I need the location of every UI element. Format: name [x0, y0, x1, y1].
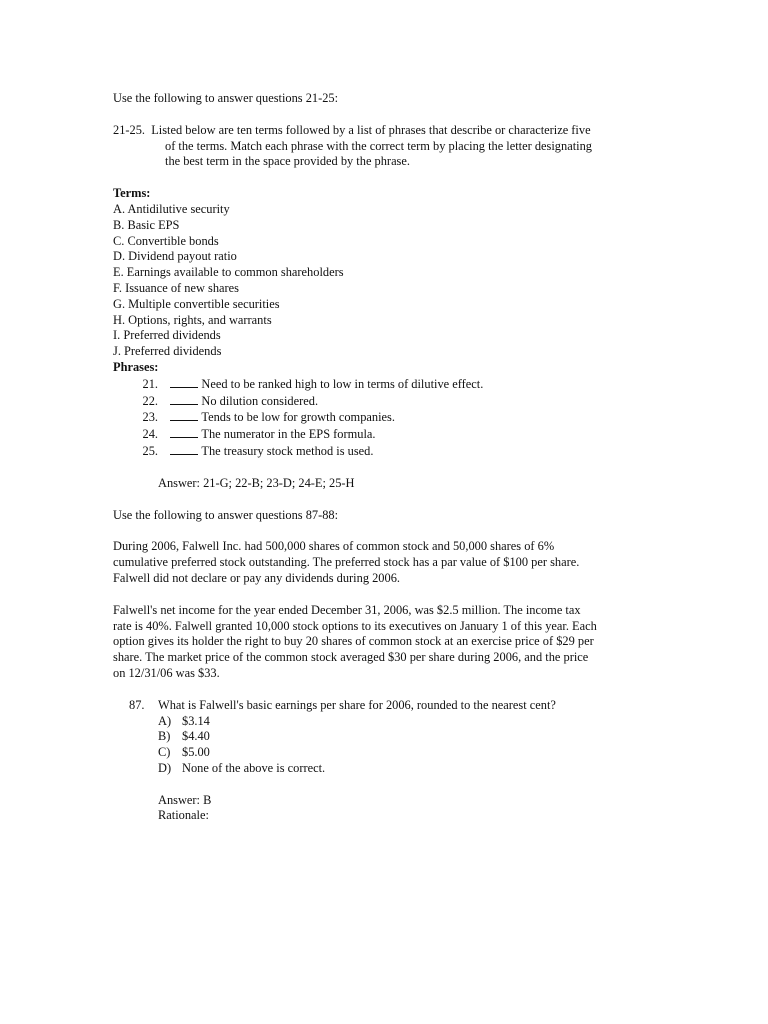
paragraph-line: rate is 40%. Falwell granted 10,000 stock options to its executives on January 1 of this year. Each	[113, 618, 597, 633]
term-item: J. Preferred dividends	[113, 344, 222, 359]
phrase-number: 24.	[142, 427, 158, 442]
phrase-number: 23.	[142, 410, 158, 425]
phrase-text: The numerator in the EPS formula.	[201, 427, 376, 442]
document-page	[113, 91, 673, 824]
answer-87: Answer: B	[158, 792, 212, 807]
phrase-text: Tends to be low for growth companies.	[201, 410, 395, 425]
term-item: C. Convertible bonds	[113, 233, 219, 248]
choice-text: $3.14	[182, 713, 210, 728]
rationale-label: Rationale:	[158, 808, 209, 823]
terms-heading: Terms:	[113, 186, 151, 201]
answer-blank[interactable]	[170, 376, 198, 388]
phrase-text: No dilution considered.	[201, 393, 319, 408]
intro-87-88: Use the following to answer questions 87-88:	[113, 507, 339, 522]
scenario-paragraph-1	[113, 539, 673, 586]
paragraph-line: During 2006, Falwell Inc. had 500,000 shares of common stock and 50,000 shares of 6%	[113, 539, 555, 554]
answer-blank[interactable]	[170, 393, 198, 405]
phrase-number: 21.	[142, 376, 158, 391]
choice-letter: A)	[158, 713, 172, 728]
scenario-paragraph-2	[113, 603, 673, 682]
phrase-item	[113, 376, 673, 393]
intro-21-25: Use the following to answer questions 21-25:	[113, 91, 339, 105]
answer-choice	[113, 761, 673, 777]
phrase-item	[113, 426, 673, 443]
question-text-line2: of the terms. Match each phrase with the correct term by placing the letter designating	[165, 138, 592, 153]
answer-blank[interactable]	[170, 426, 198, 438]
term-item: I. Preferred dividends	[113, 328, 221, 343]
answer-blank[interactable]	[170, 409, 198, 421]
term-item: E. Earnings available to common shareholders	[113, 265, 344, 280]
answer-blank[interactable]	[170, 443, 198, 455]
paragraph-line: option gives its holder the right to buy 20 shares of common stock at an exercise price of $29 per	[113, 634, 594, 649]
question-number: 21-25.	[113, 122, 146, 137]
term-item: F. Issuance of new shares	[113, 280, 239, 295]
term-item: D. Dividend payout ratio	[113, 249, 237, 264]
phrase-number: 22.	[142, 393, 158, 408]
paragraph-line: on 12/31/06 was $33.	[113, 665, 220, 680]
terms-list	[113, 202, 673, 360]
term-item: B. Basic EPS	[113, 217, 180, 232]
answer-21-25: Answer: 21-G; 22-B; 23-D; 24-E; 25-H	[158, 475, 355, 490]
answer-choice	[113, 714, 673, 730]
question-21-25	[113, 123, 673, 170]
question-text-line1: Listed below are ten terms followed by a list of phrases that describe or characterize five	[151, 122, 591, 137]
phrases-heading: Phrases:	[113, 359, 159, 374]
choice-text: $4.40	[182, 729, 210, 744]
question-87	[113, 698, 673, 777]
term-item: H. Options, rights, and warrants	[113, 312, 272, 327]
phrases-list	[113, 376, 673, 460]
paragraph-line: share. The market price of the common stock averaged $30 per share during 2006, and the price	[113, 650, 589, 665]
question-number: 87.	[129, 697, 145, 712]
phrase-item	[113, 443, 673, 460]
term-item: A. Antidilutive security	[113, 201, 230, 216]
question-text-line3: the best term in the space provided by the phrase.	[165, 154, 410, 169]
paragraph-line: Falwell did not declare or pay any dividends during 2006.	[113, 570, 400, 585]
answer-choice	[113, 729, 673, 745]
phrase-number: 25.	[142, 443, 158, 458]
phrase-item	[113, 409, 673, 426]
choice-letter: B)	[158, 729, 171, 744]
phrase-text: Need to be ranked high to low in terms of dilutive effect.	[201, 376, 484, 391]
choice-letter: D)	[158, 760, 172, 775]
choice-text: None of the above is correct.	[182, 760, 326, 775]
phrase-text: The treasury stock method is used.	[201, 443, 374, 458]
paragraph-line: Falwell's net income for the year ended December 31, 2006, was $2.5 million. The income tax	[113, 602, 581, 617]
choice-letter: C)	[158, 745, 171, 760]
paragraph-line: cumulative preferred stock outstanding. The preferred stock has a par value of $100 per share.	[113, 555, 580, 570]
phrase-item	[113, 393, 673, 410]
answer-choice	[113, 745, 673, 761]
question-text: What is Falwell's basic earnings per share for 2006, rounded to the nearest cent?	[158, 697, 556, 712]
choice-text: $5.00	[182, 745, 210, 760]
term-item: G. Multiple convertible securities	[113, 296, 280, 311]
